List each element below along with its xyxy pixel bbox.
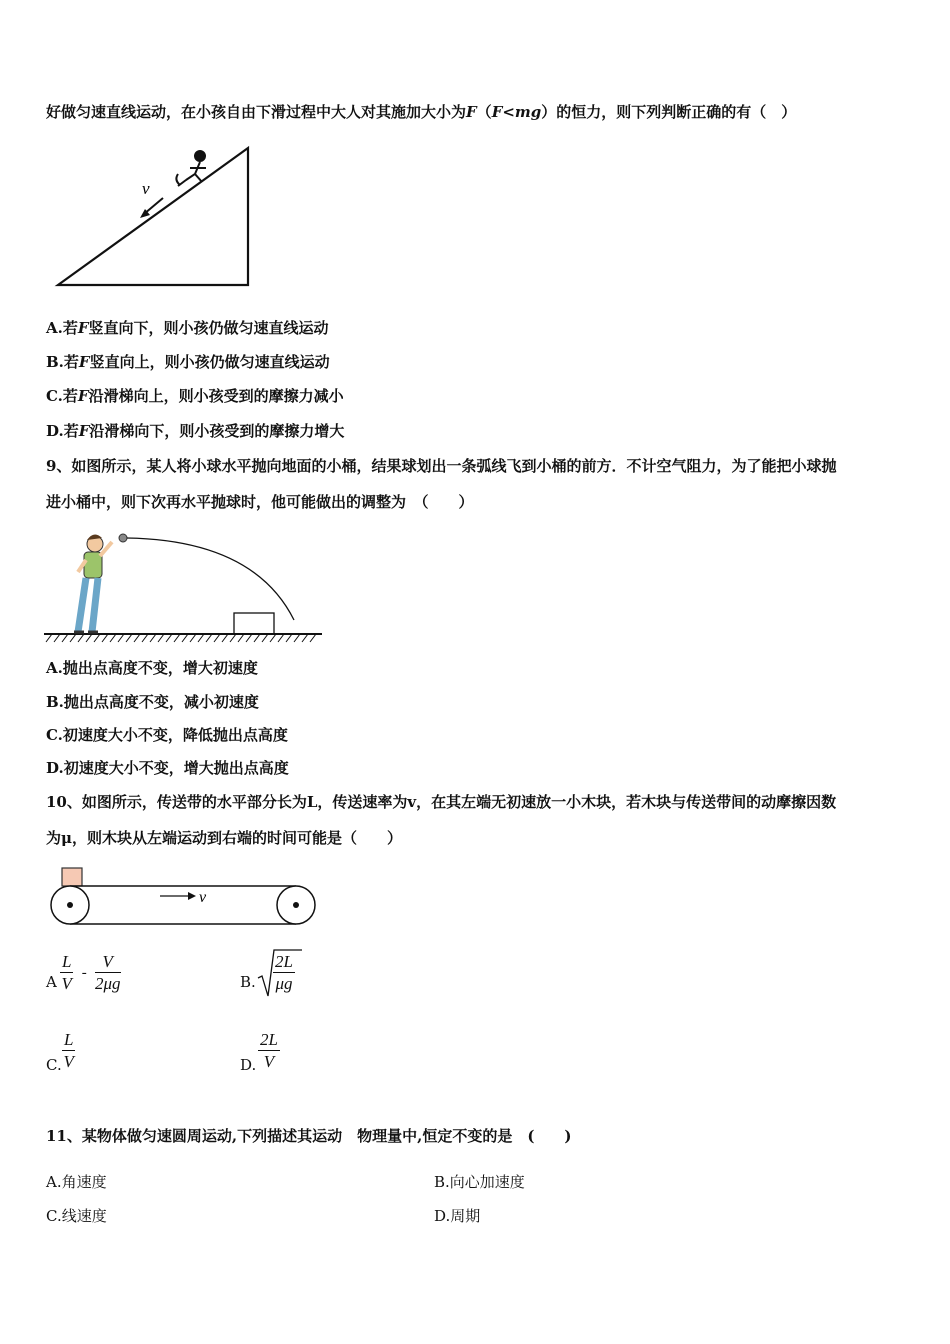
q10-option-b-expr: $\frac{2L}{\mu g}$ xyxy=(275,952,293,993)
trajectory xyxy=(127,538,294,620)
q10-option-c-expr: $\frac{L}{V}$ xyxy=(63,1030,74,1071)
conveyor-figure xyxy=(48,864,328,944)
q10-option-d-expr: $\frac{2L}{V}$ xyxy=(260,1030,278,1071)
q10-option-a-expr: $\frac{L}{V}$ - $\frac{V}{2\mu g}$ xyxy=(61,952,121,993)
q10-option-b: B. xyxy=(240,973,256,991)
ground-hatch xyxy=(46,634,316,642)
q9-option-b: B.抛出点高度不变，减小初速度 xyxy=(46,693,259,711)
q8-stem-condition: F<mg xyxy=(491,103,542,121)
q9-option-a: A.抛出点高度不变，增大初速度 xyxy=(46,659,258,677)
q11-option-c: C.线速度 xyxy=(46,1207,107,1225)
q9-option-d: D.初速度大小不变，增大抛出点高度 xyxy=(46,759,289,777)
slide-triangle xyxy=(58,148,248,285)
q8-stem-var: F xyxy=(466,103,477,121)
q8-option-c: C.若F沿滑梯向上，则小孩受到的摩擦力减小 xyxy=(46,387,344,405)
q10-option-d: D. xyxy=(240,1056,257,1074)
block xyxy=(62,868,82,886)
q8-stem-text: 好做匀速直线运动，在小孩自由下滑过程中大人对其施加大小为 xyxy=(46,103,467,121)
bucket xyxy=(234,613,274,634)
q10-option-a: A xyxy=(46,973,57,991)
slide-figure xyxy=(50,140,270,290)
q11-stem: 11、某物体做匀速圆周运动,下列描述其运动 物理量中,恒定不变的是 ( ) xyxy=(46,1127,572,1145)
q10-stem-line2: 为μ，则木块从左端运动到右端的时间可能是（ ） xyxy=(46,829,402,847)
person-figure xyxy=(74,534,112,632)
q8-stem xyxy=(46,102,796,122)
q11-option-b: B.向心加速度 xyxy=(434,1173,525,1191)
q8-stem-paren: （ xyxy=(476,103,492,121)
ball xyxy=(119,534,127,542)
q8-stem-tail: ）的恒力，则下列判断正确的有（ ） xyxy=(541,103,797,121)
q9-stem-line1: 9、如图所示，某人将小球水平抛向地面的小桶，结果球划出一条弧线飞到小桶的前方．不计空气阻力，为了能把小球抛 xyxy=(46,457,837,475)
q10-stem-line1: 10、如图所示，传送带的水平部分长为L，传送速率为v，在其左端无初速放一小木块，若木块与传送带间的动摩擦因数 xyxy=(46,793,837,811)
q10-option-c: C. xyxy=(46,1056,62,1074)
q8-option-b: B.若F竖直向上，则小孩仍做匀速直线运动 xyxy=(46,353,330,371)
child-on-slide xyxy=(176,151,206,186)
q8-option-d: D.若F沿滑梯向下，则小孩受到的摩擦力增大 xyxy=(46,422,345,440)
q11-option-d: D.周期 xyxy=(434,1207,481,1225)
q8-option-a: A.若F竖直向下，则小孩仍做匀速直线运动 xyxy=(46,319,329,337)
velocity-label: v xyxy=(142,179,150,198)
q9-option-c: C.初速度大小不变，降低抛出点高度 xyxy=(46,726,288,744)
belt-velocity-label: v xyxy=(199,889,207,906)
q9-stem-line2: 进小桶中，则下次再水平抛球时，他可能做出的调整为 （ ） xyxy=(46,493,474,511)
throw-figure xyxy=(44,528,334,648)
q11-option-a: A.角速度 xyxy=(46,1173,107,1191)
